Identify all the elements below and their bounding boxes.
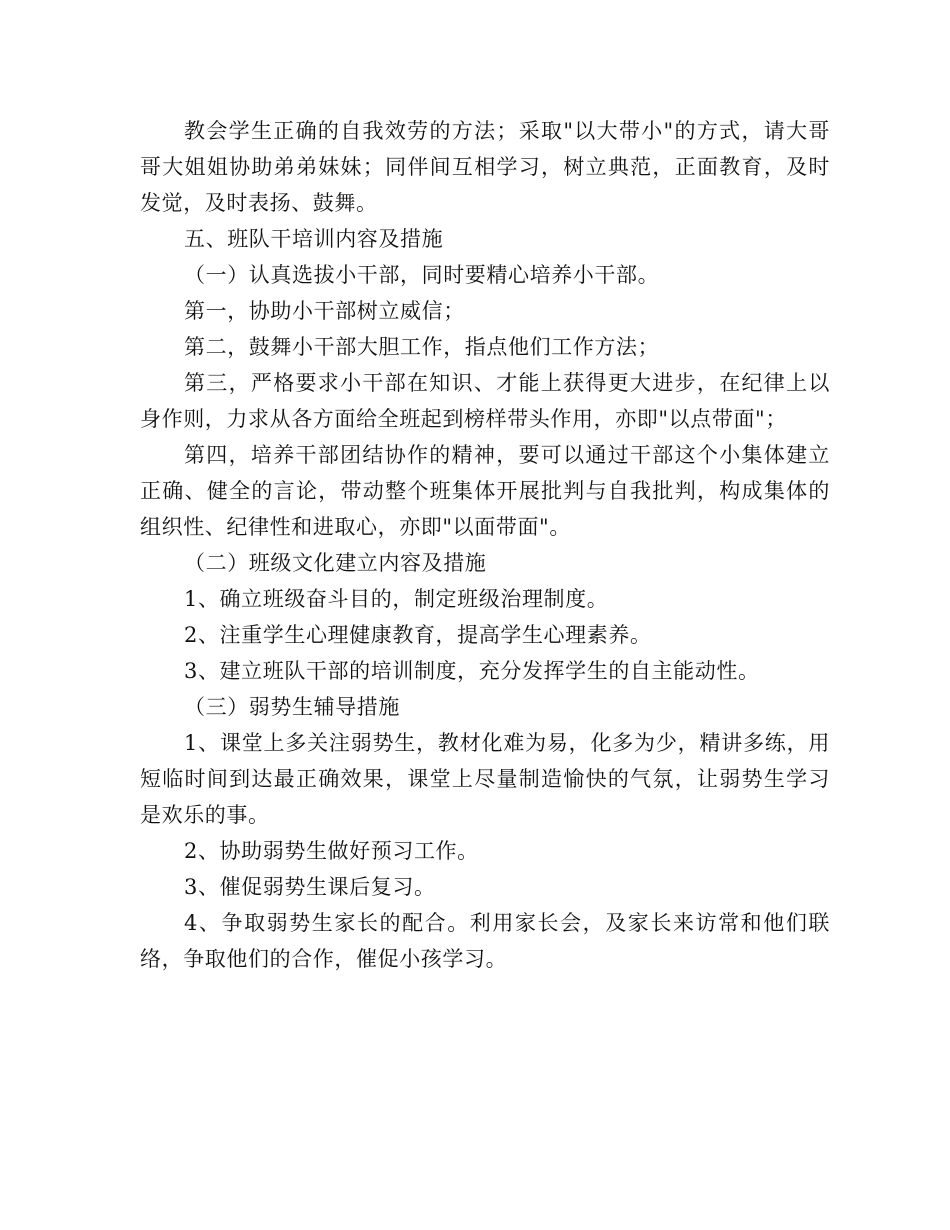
document-body bbox=[140, 113, 830, 977]
list-item: 1、确立班级奋斗目的，制定班级治理制度。 bbox=[184, 587, 609, 611]
paragraph: 第一，协助小干部树立威信； bbox=[184, 299, 465, 323]
subsection-heading: （三）弱势生辅导措施 bbox=[184, 695, 400, 719]
subsection-heading: （二）班级文化建立内容及措施 bbox=[184, 551, 487, 575]
section-heading: 五、班队干培训内容及措施 bbox=[184, 227, 444, 251]
list-item: 3、建立班队干部的培训制度，充分发挥学生的自主能动性。 bbox=[184, 659, 760, 683]
list-item: 1、课堂上多关注弱势生，教材化难为易，化多为少，精讲多练，用短临时间到达最正确效果，课堂上尽量制造愉快的气氛，让弱势生学习是欢乐的事。 bbox=[140, 731, 830, 827]
list-item: 2、注重学生心理健康教育，提高学生心理素养。 bbox=[184, 623, 652, 647]
subsection-heading: （一）认真选拔小干部，同时要精心培养小干部。 bbox=[184, 263, 660, 287]
paragraph: 教会学生正确的自我效劳的方法；采取"以大带小"的方式，请大哥哥大姐姐协助弟弟妹妹；同伴间互相学习，树立典范，正面教育，及时发觉，及时表扬、鼓舞。 bbox=[140, 119, 830, 215]
paragraph: 第三，严格要求小干部在知识、才能上获得更大进步，在纪律上以身作则，力求从各方面给全班起到榜样带头作用，亦即"以点带面"； bbox=[140, 371, 830, 431]
list-item: 4、争取弱势生家长的配合。利用家长会，及家长来访常和他们联络，争取他们的合作，催促小孩学习。 bbox=[140, 911, 830, 971]
list-item: 3、催促弱势生课后复习。 bbox=[184, 875, 436, 899]
list-item: 2、协助弱势生做好预习工作。 bbox=[184, 839, 479, 863]
paragraph: 第四，培养干部团结协作的精神，要可以通过干部这个小集体建立正确、健全的言论，带动整个班集体开展批判与自我批判，构成集体的组织性、纪律性和进取心，亦即"以面带面"。 bbox=[140, 443, 830, 539]
paragraph: 第二，鼓舞小干部大胆工作，指点他们工作方法； bbox=[184, 335, 660, 359]
